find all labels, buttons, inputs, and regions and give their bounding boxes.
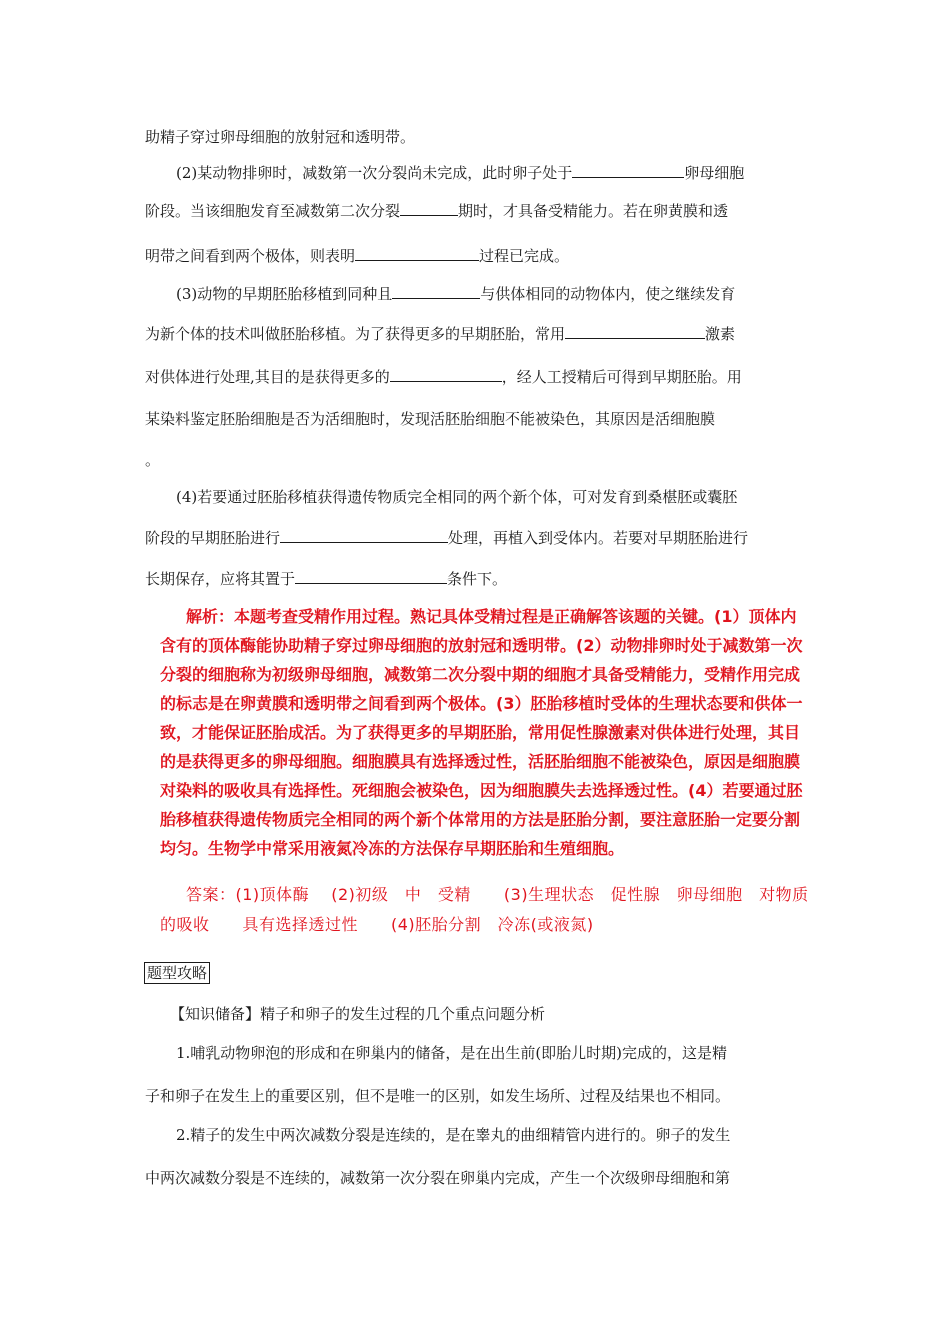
analysis-line: 含有的顶体酶能协助精子穿过卵母细胞的放射冠和透明带。(2）动物排卵时处于减数第一次 bbox=[160, 636, 803, 655]
knowledge-point-2: 2.精子的发生中两次减数分裂是连续的，是在睾丸的曲细精管内进行的。卵子的发生 bbox=[176, 1126, 731, 1144]
question-part-2: (2)某动物排卵时，减数第一次分裂尚未完成，此时卵子处于 卵母细胞 bbox=[176, 164, 745, 182]
analysis-line: 的标志是在卵黄膜和透明带之间看到两个极体。(3）胚胎移植时受体的生理状态要和供体一 bbox=[160, 694, 803, 713]
knowledge-line: 子和卵子在发生上的重要区别，但不是唯一的区别，如发生场所、过程及结果也不相同。 bbox=[145, 1087, 731, 1105]
analysis-line: 胎移植获得遗传物质完全相同的两个新个体常用的方法是胚胎分割，要注意胚胎一定要分割 bbox=[160, 810, 801, 829]
question-line: 为新个体的技术叫做胚胎移植。为了获得更多的早期胚胎，常用 激素 bbox=[145, 325, 736, 343]
question-line: 明带之间看到两个极体，则表明 过程已完成。 bbox=[145, 247, 570, 265]
analysis-line: 对染料的吸收具有选择性。死细胞会被染色，因为细胞膜失去选择透过性。(4）若要通过胚 bbox=[160, 781, 803, 800]
question-line: 对供体进行处理,其目的是获得更多的 ，经人工授精后可得到早期胚胎。用 bbox=[145, 368, 742, 386]
question-part-4: (4)若要通过胚胎移植获得遗传物质完全相同的两个新个体，可对发育到桑椹胚或囊胚 bbox=[176, 488, 738, 506]
question-line: 。 bbox=[145, 451, 161, 469]
question-line: 阶段。当该细胞发育至减数第二次分裂 期时，才具备受精能力。若在卵黄膜和透 bbox=[145, 202, 729, 220]
answer-blank bbox=[355, 245, 479, 261]
answer-blank bbox=[400, 200, 458, 216]
question-line: 助精子穿过卵母细胞的放射冠和透明带。 bbox=[145, 128, 416, 146]
answer-blank bbox=[572, 162, 684, 178]
question-part-3: (3)动物的早期胚胎移植到同种且 与供体相同的动物体内，使之继续发育 bbox=[176, 285, 736, 303]
analysis-line: 致，才能保证胚胎成活。为了获得更多的早期胚胎，常用促性腺激素对供体进行处理，其目 bbox=[160, 723, 801, 742]
answer-blank bbox=[390, 366, 502, 382]
question-line: 长期保存，应将其置于 条件下。 bbox=[145, 570, 508, 588]
knowledge-heading: 【知识储备】精子和卵子的发生过程的几个重点问题分析 bbox=[170, 1005, 546, 1023]
section-title-box: 题型攻略 bbox=[144, 962, 210, 984]
question-line: 阶段的早期胚胎进行 处理，再植入到受体内。若要对早期胚胎进行 bbox=[145, 529, 749, 547]
answer-line: 答案：(1)顶体酶 (2)初级 中 受精 (3)生理状态 促性腺 卵母细胞 对物质 bbox=[186, 885, 809, 904]
analysis-line: 均匀。生物学中常采用液氮冷冻的方法保存早期胚胎和生殖细胞。 bbox=[160, 839, 625, 858]
answer-blank bbox=[280, 527, 448, 543]
answer-blank bbox=[295, 568, 447, 584]
answer-blank bbox=[392, 283, 480, 299]
answer-line: 的吸收 具有选择透过性 (4)胚胎分割 冷冻(或液氮) bbox=[160, 915, 594, 934]
analysis-line: 分裂的细胞称为初级卵母细胞，减数第二次分裂中期的细胞才具备受精能力，受精作用完成 bbox=[160, 665, 801, 684]
analysis-line: 解析：本题考查受精作用过程。熟记具体受精过程是正确解答该题的关键。(1）顶体内 bbox=[186, 607, 797, 626]
analysis-line: 的是获得更多的卵母细胞。细胞膜具有选择透过性，活胚胎细胞不能被染色，原因是细胞膜 bbox=[160, 752, 801, 771]
knowledge-point-1: 1.哺乳动物卵泡的形成和在卵巢内的储备，是在出生前(即胎儿时期)完成的，这是精 bbox=[176, 1044, 728, 1062]
knowledge-line: 中两次减数分裂是不连续的，减数第一次分裂在卵巢内完成，产生一个次级卵母细胞和第 bbox=[145, 1169, 731, 1187]
question-line: 某染料鉴定胚胎细胞是否为活细胞时，发现活胚胎细胞不能被染色，其原因是活细胞膜 bbox=[145, 410, 716, 428]
answer-blank bbox=[565, 323, 705, 339]
